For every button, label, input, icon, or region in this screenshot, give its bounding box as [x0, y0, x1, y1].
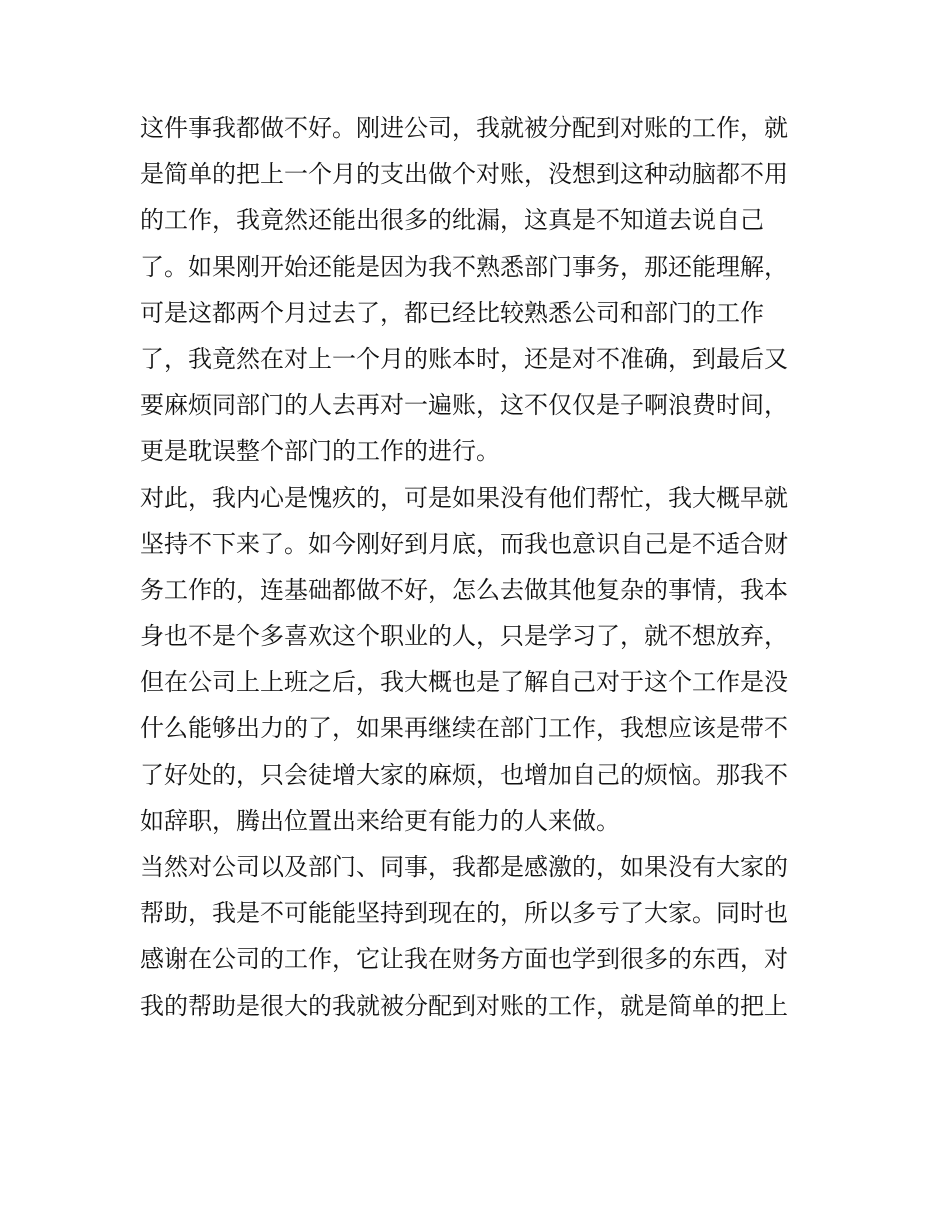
- text-line: 务工作的，连基础都做不好，怎么去做其他复杂的事情，我本: [140, 575, 788, 604]
- text-line: 了好处的，只会徒增大家的麻烦，也增加自己的烦恼。那我不: [140, 760, 788, 789]
- text-line: 这件事我都做不好。刚进公司，我就被分配到对账的工作，就: [140, 114, 788, 142]
- text-line: 身也不是个多喜欢这个职业的人，只是学习了，就不想放弃，: [140, 622, 788, 651]
- text-line: 对此，我内心是愧疚的，可是如果没有他们帮忙，我大概早就: [140, 483, 788, 512]
- body-text: [140, 105, 820, 1029]
- text-line: 帮助，我是不可能能坚持到现在的，所以多亏了大家。同时也: [140, 899, 788, 928]
- text-line: 如辞职，腾出位置出来给更有能力的人来做。: [140, 806, 620, 835]
- text-line: 要麻烦同部门的人去再对一遍账，这不仅仅是子啊浪费时间，: [140, 391, 788, 420]
- text-line: 坚持不下来了。如今刚好到月底，而我也意识自己是不适合财: [140, 529, 788, 558]
- text-line: 感谢在公司的工作，它让我在财务方面也学到很多的东西，对: [140, 945, 788, 974]
- text-line: 更是耽误整个部门的工作的进行。: [140, 437, 500, 466]
- text-line: 可是这都两个月过去了，都已经比较熟悉公司和部门的工作: [140, 298, 764, 327]
- text-line: 了，我竟然在对上一个月的账本时，还是对不准确，到最后又: [140, 344, 788, 373]
- text-line: 当然对公司以及部门、同事，我都是感激的，如果没有大家的: [140, 853, 788, 881]
- text-line: 是简单的把上一个月的支出做个对账，没想到这种动脑都不用: [140, 160, 788, 189]
- text-line: 什么能够出力的了，如果再继续在部门工作，我想应该是带不: [140, 714, 788, 743]
- text-line: 我的帮助是很大的我就被分配到对账的工作，就是简单的把上: [140, 991, 788, 1020]
- text-line: 但在公司上上班之后，我大概也是了解自己对于这个工作是没: [140, 668, 788, 697]
- text-line: 了。如果刚开始还能是因为我不熟悉部门事务，那还能理解，: [140, 252, 788, 281]
- text-line: 的工作，我竟然还能出很多的纰漏，这真是不知道去说自己: [140, 206, 764, 235]
